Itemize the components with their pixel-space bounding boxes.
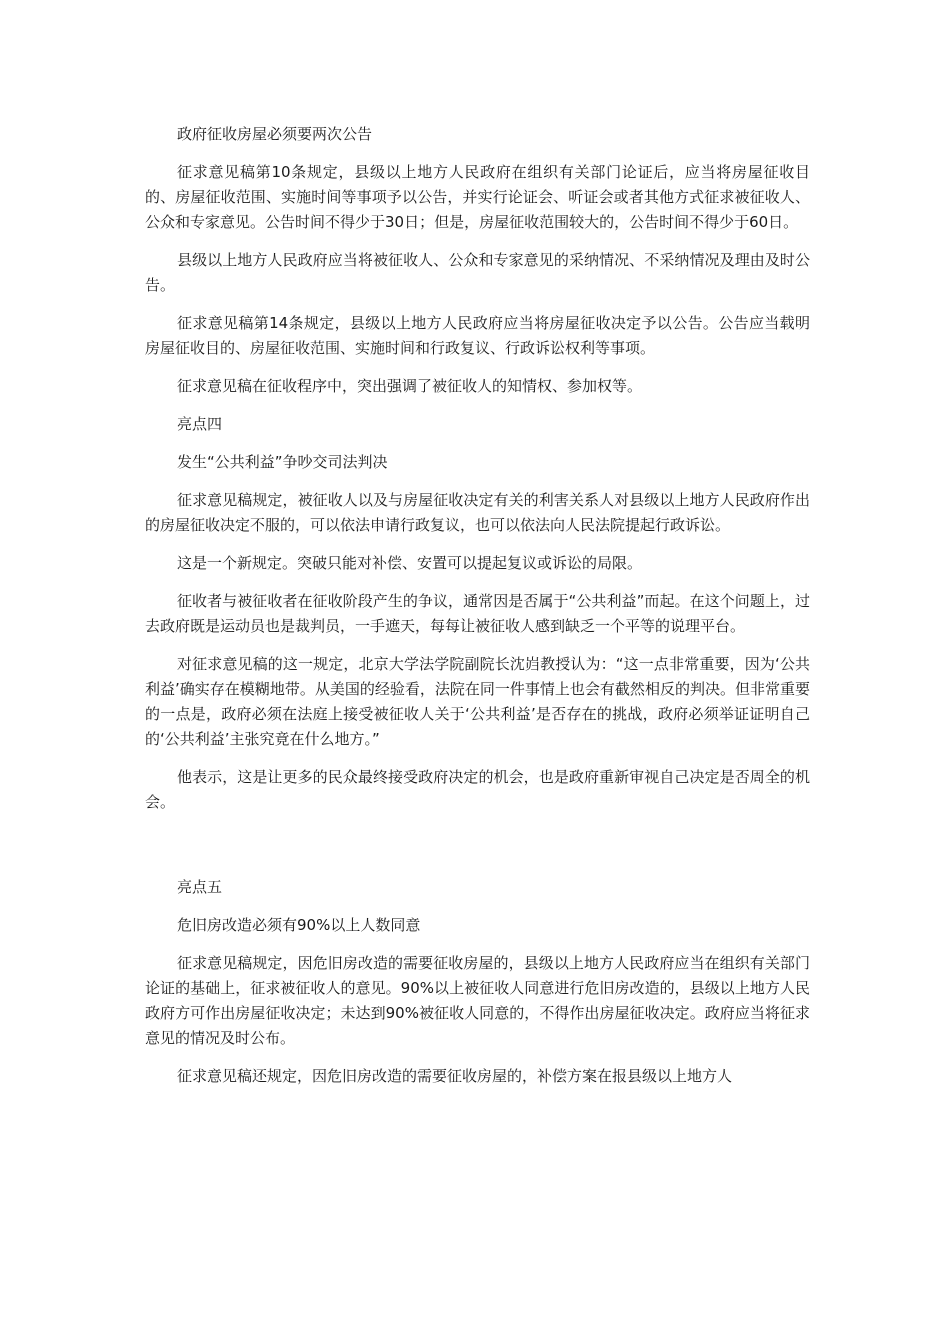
body-paragraph: 对征求意见稿的这一规定，北京大学法学院副院长沈岿教授认为：“这一点非常重要，因为‘公共利益’确实存在模糊地带。从美国的经验看，法院在同一件事情上也会有截然相反的判决。但非常重要的一点是，政府必须在法庭上接受被征收人关于‘公共利益’是否存在的挑战，政府必须举证证明自己的‘公共利益’主张究竟在什么地方。”	[145, 655, 810, 748]
body-paragraph: 征求意见稿第10条规定，县级以上地方人民政府在组织有关部门论证后，应当将房屋征收目的、房屋征收范围、实施时间等事项予以公告，并实行论证会、听证会或者其他方式征求被征收人、公众和专家意见。公告时间不得少于30日；但是，房屋征收范围较大的，公告时间不得少于60日。	[145, 163, 810, 231]
section-heading: 危旧房改造必须有90%以上人数同意	[177, 916, 421, 934]
body-paragraph: 他表示，这是让更多的民众最终接受政府决定的机会，也是政府重新审视自己决定是否周全的机会。	[145, 768, 810, 811]
section-heading: 政府征收房屋必须要两次公告	[177, 125, 373, 143]
body-paragraph: 征求意见稿在征收程序中，突出强调了被征收人的知情权、参加权等。	[177, 377, 643, 395]
body-paragraph: 这是一个新规定。突破只能对补偿、安置可以提起复议或诉讼的局限。	[177, 554, 643, 572]
body-paragraph: 征求意见稿规定，因危旧房改造的需要征收房屋的，县级以上地方人民政府应当在组织有关部门论证的基础上，征求被征收人的意见。90%以上被征收人同意进行危旧房改造的，县级以上地方人民政府方可作出房屋征收决定；未达到90%被征收人同意的，不得作出房屋征收决定。政府应当将征求意见的情况及时公布。	[145, 954, 810, 1047]
body-paragraph: 县级以上地方人民政府应当将被征收人、公众和专家意见的采纳情况、不采纳情况及理由及时公告。	[145, 251, 810, 294]
body-paragraph: 征求意见稿第14条规定，县级以上地方人民政府应当将房屋征收决定予以公告。公告应当载明房屋征收目的、房屋征收范围、实施时间和行政复议、行政诉讼权利等事项。	[145, 314, 810, 357]
document-body	[145, 122, 810, 1102]
section-heading: 发生“公共利益”争吵交司法判决	[177, 453, 388, 471]
body-paragraph: 征收者与被征收者在征收阶段产生的争议，通常因是否属于“公共利益”而起。在这个问题上，过去政府既是运动员也是裁判员，一手遮天，每每让被征收人感到缺乏一个平等的说理平台。	[145, 592, 810, 635]
body-paragraph: 征求意见稿规定，被征收人以及与房屋征收决定有关的利害关系人对县级以上地方人民政府作出的房屋征收决定不服的，可以依法申请行政复议，也可以依法向人民法院提起行政诉讼。	[145, 491, 810, 534]
section-label: 亮点四	[177, 415, 223, 433]
section-label: 亮点五	[177, 878, 223, 896]
body-paragraph: 征求意见稿还规定，因危旧房改造的需要征收房屋的，补偿方案在报县级以上地方人	[177, 1067, 733, 1085]
